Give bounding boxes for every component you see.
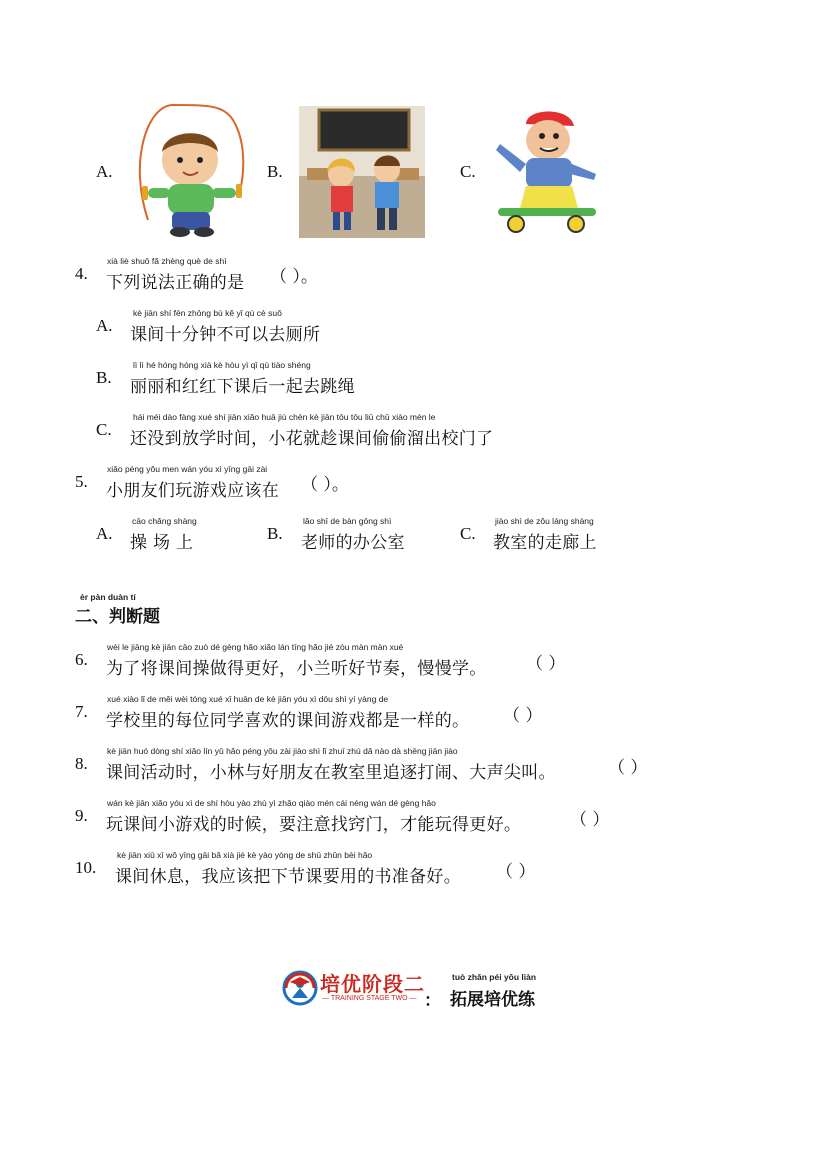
q4-number: 4. [75,264,88,283]
q6-answer-blank[interactable]: （ ） [526,654,566,674]
banner-logo-text: 培优阶段二 [320,972,425,996]
q5-option-a-letter: A. [96,524,113,543]
q4-option-b-text: 丽丽和红红下课后一起去跳绳 [130,377,355,397]
q9-number: 9. [75,806,88,825]
banner-title: 拓展培优练 [450,990,535,1010]
banner-colon: ： [424,991,441,1011]
q4-option-c-text: 还没到放学时间，小花就趁课间偷偷溜出校门了 [130,429,494,449]
q5-option-b-text: 老师的办公室 [301,533,405,553]
q4-option-b-letter: B. [96,368,112,387]
q7-pinyin: xué xiào lǐ de měi wèi tóng xué xǐ huān de kè jiān yóu xì dōu shì yí yàng de [107,694,389,704]
q4-option-a-text: 课间十分钟不可以去厕所 [130,325,321,345]
q8-text: 课间活动时，小林与好朋友在教室里追逐打闹、大声尖叫。 [106,763,556,783]
q3-option-b-letter: B. [267,162,283,181]
graduate-logo-icon [282,970,318,1006]
q4-answer-blank[interactable]: （ ）。 [270,267,318,287]
q8-answer-blank[interactable]: （ ） [608,758,648,778]
skateboard-man-image [490,104,602,238]
q9-text: 玩课间小游戏的时候，要注意找窍门，才能玩得更好。 [106,815,522,835]
q7-text: 学校里的每位同学喜欢的课间游戏都是一样的。 [106,711,470,731]
q7-answer-blank[interactable]: （ ） [503,706,543,726]
q3-option-c-letter: C. [460,162,476,181]
q10-number: 10. [75,858,97,877]
q5-option-c-letter: C. [460,524,476,543]
q5-option-a-text: 操 场 上 [130,533,194,553]
stage-two-banner [282,968,552,1010]
q6-number: 6. [75,650,88,669]
q4-option-a-pinyin: kè jiān shí fēn zhōng bù kě yǐ qù cè suǒ [133,308,282,318]
q10-text: 课间休息，我应该把下节课要用的书准备好。 [115,867,461,887]
q8-number: 8. [75,754,88,773]
banner-pinyin: tuò zhǎn péi yōu liàn [452,972,537,982]
q5-option-b-letter: B. [267,524,283,543]
section2-title: 二、判断题 [75,607,160,627]
q5-text: 小朋友们玩游戏应该在 [106,481,279,501]
q5-option-c-text: 教室的走廊上 [493,533,597,553]
q4-option-c-pinyin: hái méi dào fàng xué shí jiān xiǎo huā jiù chèn kè jiān tōu tōu liū chū xiào mén le [133,412,436,422]
q5-option-a-pinyin: cāo chǎng shàng [132,516,197,526]
q5-number: 5. [75,472,88,491]
q7-number: 7. [75,702,88,721]
q5-pinyin: xiǎo péng yǒu men wán yóu xì yīng gāi zài [107,464,268,474]
q10-pinyin: kè jiān xiū xī wǒ yīng gāi bǎ xià jié kè yào yòng de shū zhǔn bèi hǎo [117,850,373,860]
banner-subtitle: — TRAINING STAGE TWO — [322,995,417,1002]
classroom-children-image [299,106,425,238]
q6-text: 为了将课间操做得更好，小兰听好节奏，慢慢学。 [106,659,487,679]
q4-option-c-letter: C. [96,420,112,439]
q8-pinyin: kè jiān huó dòng shí xiǎo lín yǔ hǎo péng yǒu zài jiào shì lǐ zhuī zhú dǎ nào dà shēng jiān jiào [107,746,458,756]
q5-option-b-pinyin: lǎo shī de bàn gōng shì [303,516,392,526]
q10-answer-blank[interactable]: （ ） [496,862,536,882]
q4-option-b-pinyin: lì lì hé hóng hóng xià kè hòu yì qǐ qù tiào shéng [133,360,311,370]
q9-pinyin: wán kè jiān xiǎo yóu xì de shí hòu yào zhù yì zhǎo qiào mén cái néng wán dé gèng hǎo [107,798,436,808]
q4-option-a-letter: A. [96,316,113,335]
q4-pinyin: xià liè shuō fǎ zhèng què de shì [107,256,227,266]
q3-option-a-letter: A. [96,162,113,181]
q5-answer-blank[interactable]: （ ）。 [301,475,349,495]
jump-rope-boy-image [128,100,256,238]
q9-answer-blank[interactable]: （ ） [570,810,610,830]
q6-pinyin: wèi le jiāng kè jiān cāo zuò dé gèng hǎo xiǎo lán tīng hǎo jié zòu màn màn xué [107,642,404,652]
q5-option-c-pinyin: jiào shì de zǒu láng shàng [495,516,594,526]
q4-text: 下列说法正确的是 [106,273,245,293]
section2-pinyin: èr pàn duàn tí [80,592,136,602]
